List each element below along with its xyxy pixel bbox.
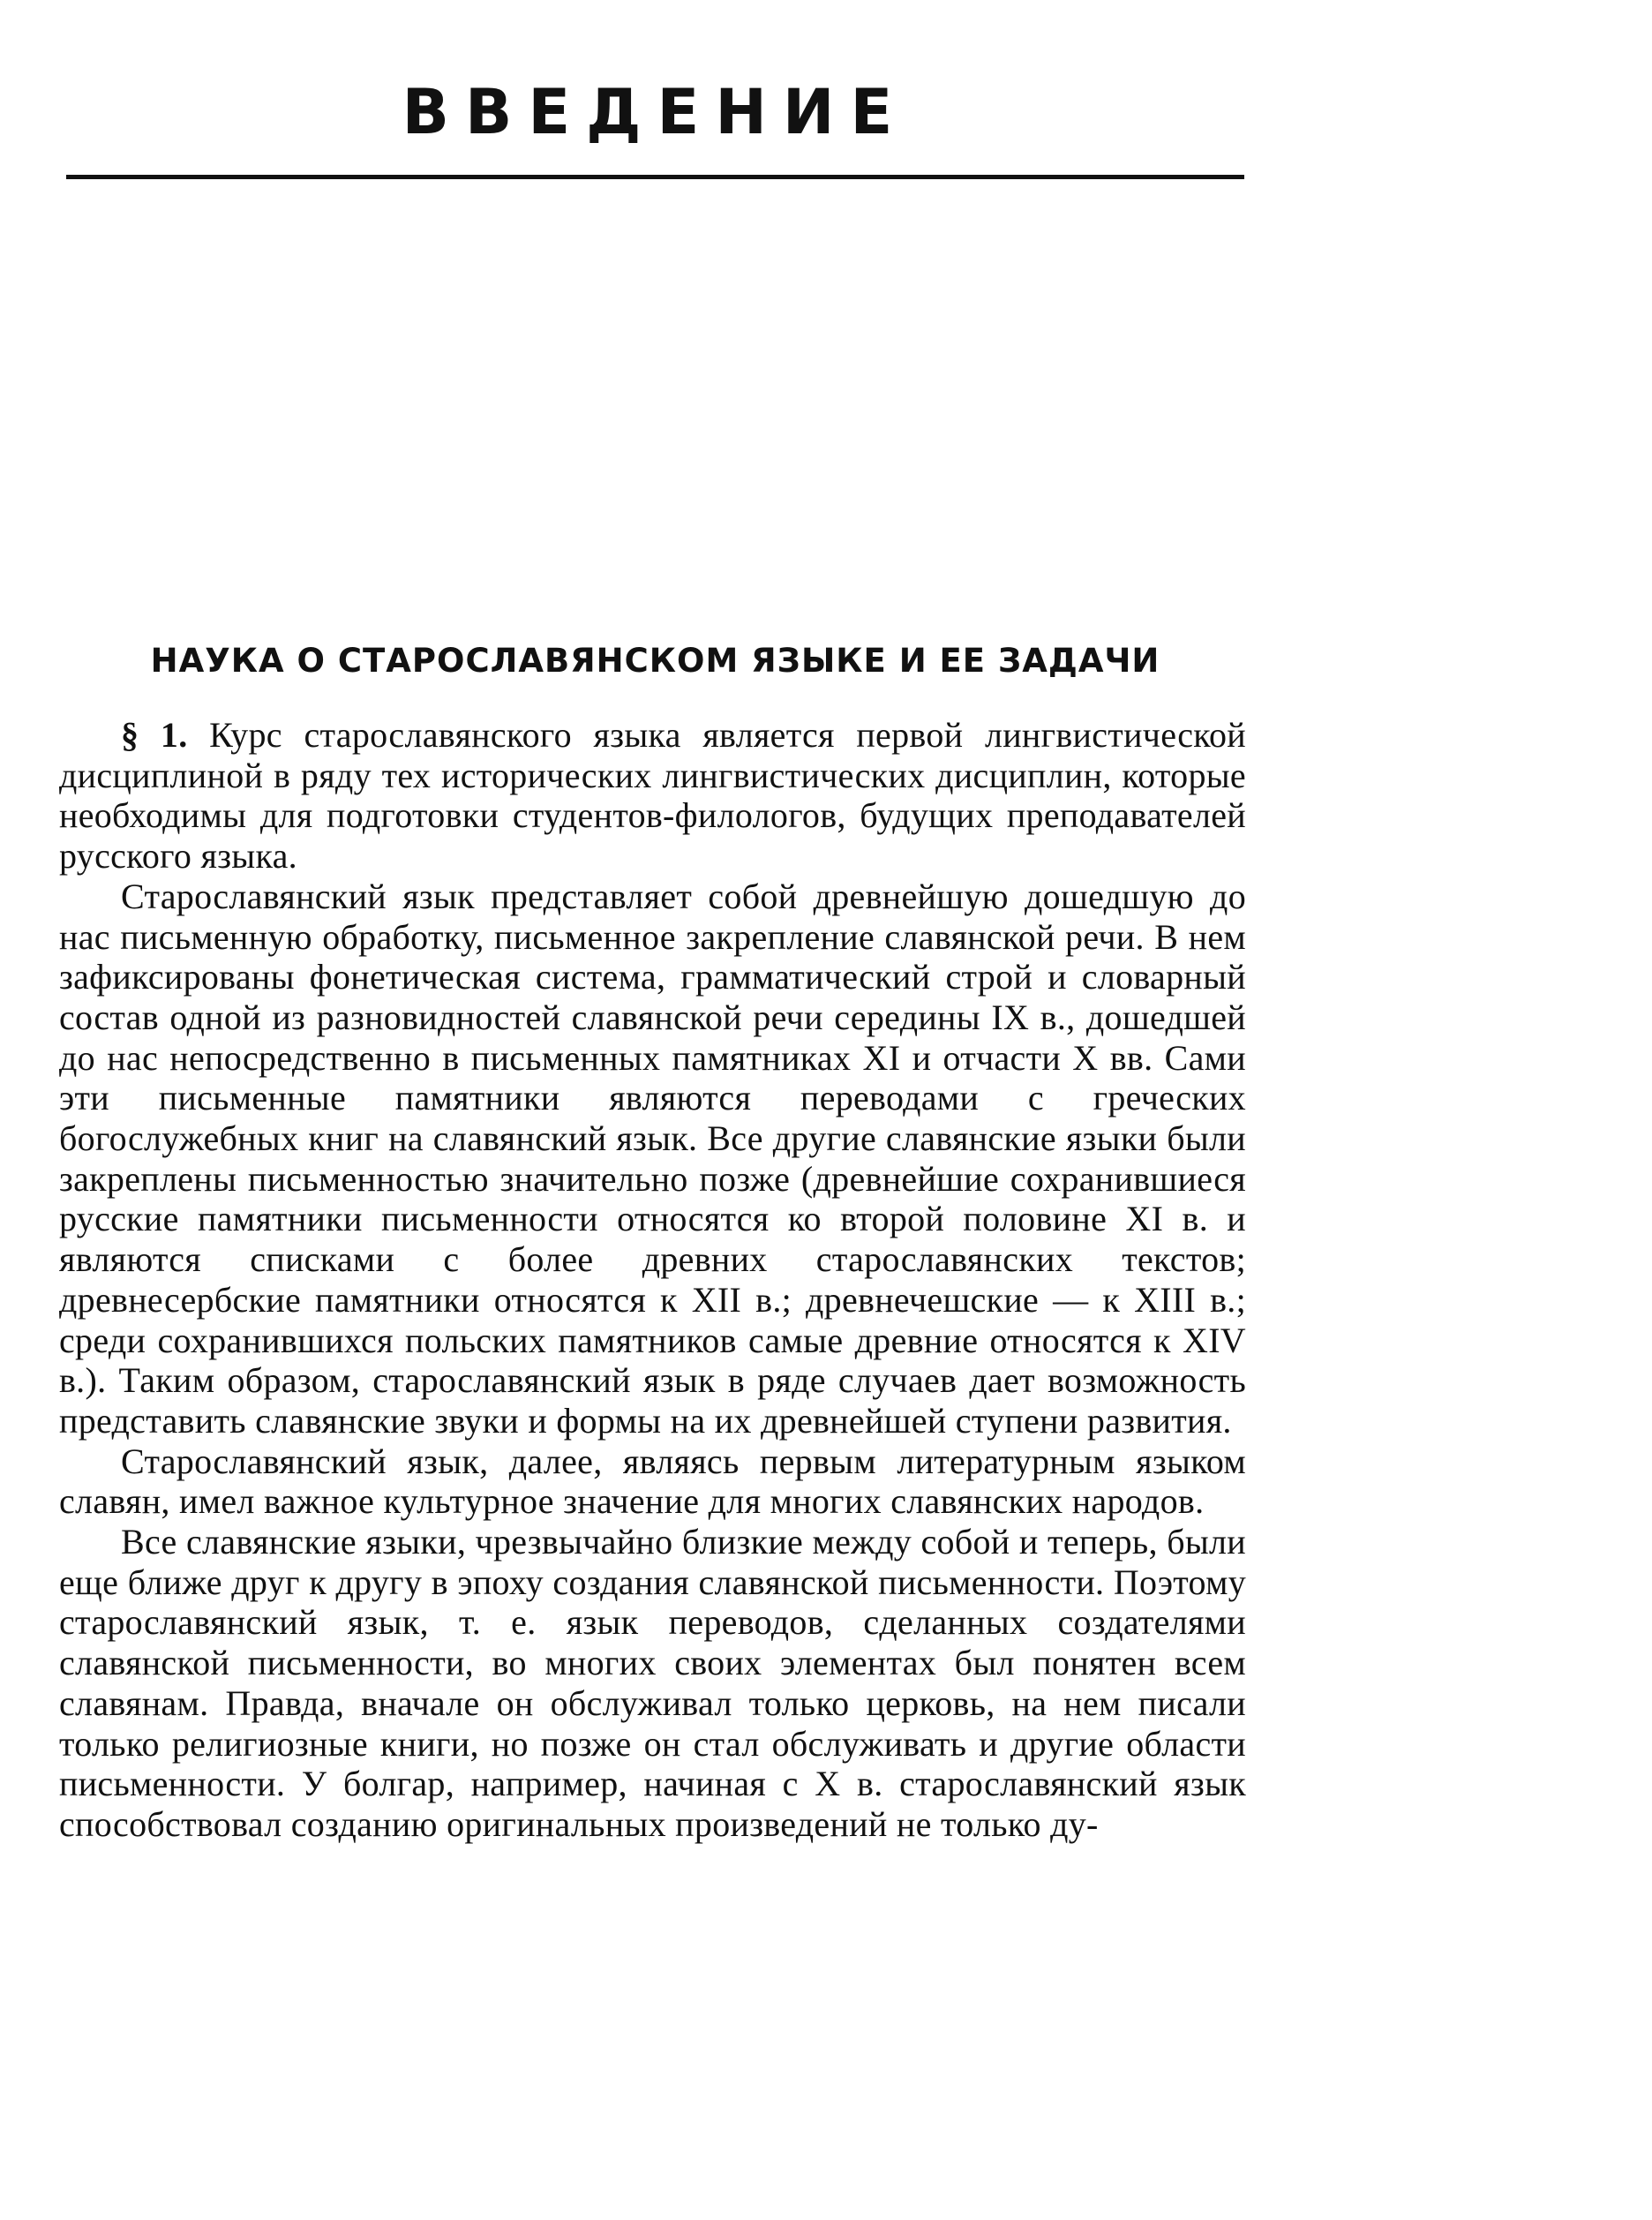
- paragraph-2: Старославянский язык представляет собой древнейшую дошедшую до нас письменную обработку, письменное закрепление славянской речи. В нем зафиксированы фонетическая система, грамматический строй и словарный состав одной из разновидностей славянской речи середины IX в., дошедшей до нас непосредственно в письменных памятниках XI и отчасти X вв. Сами эти письменные памятники являются переводами с греческих богослужебных книг на славянский язык. Все другие славянские языки были закреплены письменностью значительно позже (древнейшие сохранившиеся русские памятники письменности относятся ко второй половине XI в. и являются списками с более древних старославянских текстов; древнесербские памятники относятся к XII в.; древнечешские — к XIII в.; среди сохранившихся польских памятников самые древние относятся к XIV в.). Таким образом, старославянский язык в ряде случаев дает возможность представить славянские звуки и формы на их древнейшей ступени развития.: [59, 876, 1246, 1441]
- section-number: § 1.: [121, 715, 188, 755]
- title-rule: [66, 175, 1244, 179]
- paragraph-3: Старославянский язык, далее, являясь первым литературным языком славян, имел важное культурное значение для многих славянских народов.: [59, 1441, 1246, 1522]
- paragraph-1: [59, 715, 1246, 877]
- chapter-title: ВВЕДЕНИЕ: [402, 76, 909, 148]
- paragraph-4: Все славянские языки, чрезвычайно близкие между собой и теперь, были еще ближе друг к другу в эпоху создания славянской письменности. Поэтому старославянский язык, т. е. язык переводов, сделанных создателями славянской письменности, во многих своих элементах был понятен всем славянам. Правда, вначале он обслуживал только церковь, на нем писали только религиозные книги, но позже он стал обслуживать и другие области письменности. У болгар, например, начиная с X в. старославянский язык способствовал созданию оригинальных произведений не только ду-: [59, 1522, 1246, 1844]
- section-heading: НАУКА О СТАРОСЛАВЯНСКОМ ЯЗЫКЕ И ЕЕ ЗАДАЧИ: [150, 642, 1160, 680]
- paragraph-1-text: Курс старославянского языка является первой лингвистической дисциплиной в ряду тех исторических лингвистических дисциплин, которые необходимы для подготовки студентов-филологов, будущих преподавателей русского языка.: [59, 715, 1247, 877]
- body-text: [59, 715, 1246, 1845]
